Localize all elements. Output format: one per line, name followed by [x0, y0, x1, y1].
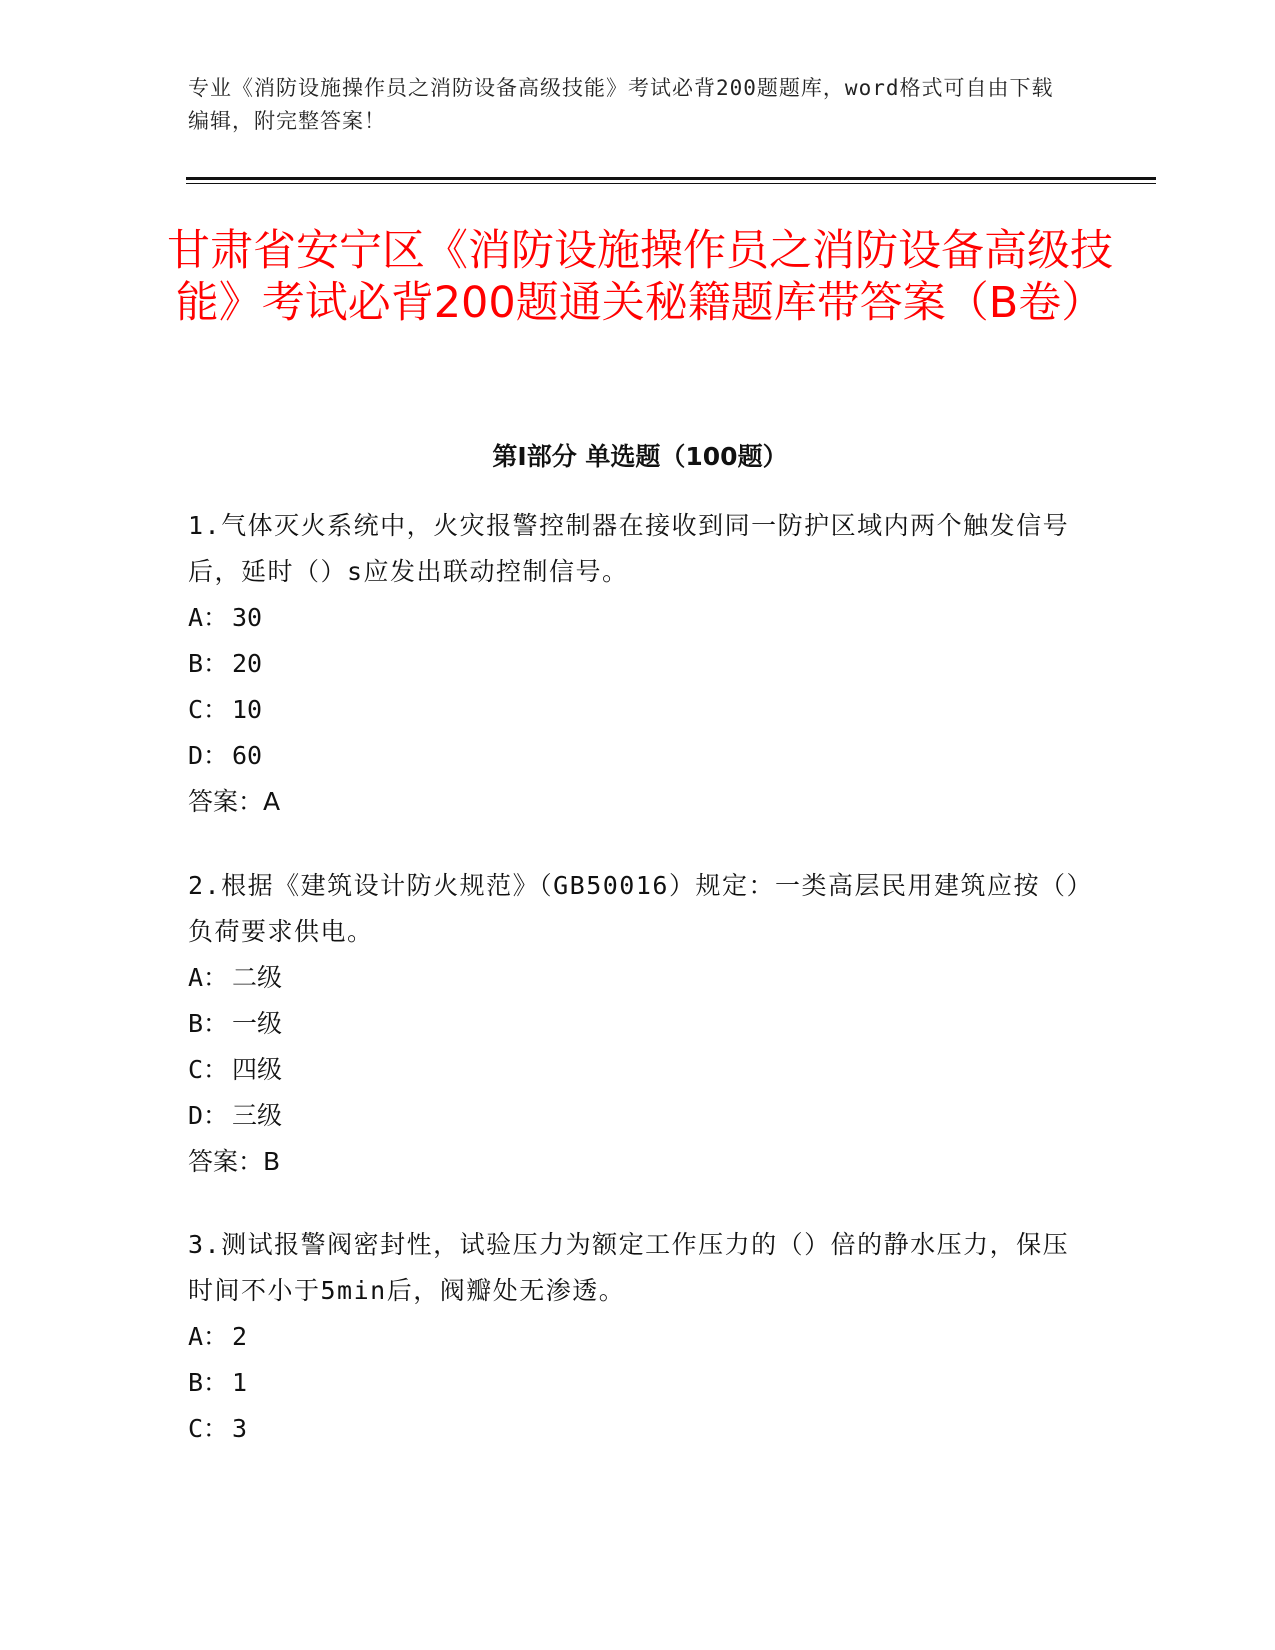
header-divider-thick — [186, 177, 1156, 180]
option-d — [188, 1093, 1088, 1139]
option-b — [188, 1360, 1088, 1406]
section-title: 第I部分 单选题（100题） — [492, 442, 788, 471]
option-key: C： — [188, 1414, 229, 1443]
option-key: A： — [188, 603, 229, 632]
option-text: 1 — [232, 1368, 248, 1397]
option-d — [188, 733, 1088, 779]
question-1 — [188, 503, 1088, 825]
question-3 — [188, 1222, 1088, 1452]
option-text: 四级 — [232, 1055, 283, 1084]
header-divider-thin — [186, 183, 1156, 184]
option-text: 二级 — [232, 963, 283, 992]
option-key: B： — [188, 649, 229, 678]
option-text: 三级 — [232, 1101, 283, 1130]
option-key: B： — [188, 1009, 229, 1038]
option-a — [188, 955, 1088, 1001]
question-stem: 2.根据《建筑设计防火规范》（GB50016）规定：一类高层民用建筑应按（）负荷要求供电。 — [188, 871, 1081, 946]
document-title: 甘肃省安宁区《消防设施操作员之消防设备高级技能》考试必背200题通关秘籍题库带答案（B卷） — [167, 226, 1113, 328]
option-a — [188, 595, 1088, 641]
option-text: 60 — [232, 741, 263, 770]
question-stem: 1.气体灭火系统中，火灾报警控制器在接收到同一防护区域内两个触发信号后，延时（）s应发出联动控制信号。 — [188, 511, 1070, 586]
answer: 答案：A — [188, 787, 281, 816]
option-key: D： — [188, 741, 229, 770]
option-b — [188, 1001, 1088, 1047]
option-key: A： — [188, 963, 229, 992]
option-text: 3 — [232, 1414, 248, 1443]
option-key: A： — [188, 1322, 229, 1351]
option-text: 20 — [232, 649, 263, 678]
answer: 答案：B — [188, 1147, 281, 1176]
option-text: 2 — [232, 1322, 248, 1351]
option-text: 30 — [232, 603, 263, 632]
option-c — [188, 1047, 1088, 1093]
question-stem: 3.测试报警阀密封性，试验压力为额定工作压力的（）倍的静水压力，保压时间不小于5min后，阀瓣处无渗透。 — [188, 1230, 1070, 1305]
option-text: 一级 — [232, 1009, 283, 1038]
header-note: 专业《消防设施操作员之消防设备高级技能》考试必背200题题库，word格式可自由下载编辑，附完整答案！ — [188, 76, 1054, 133]
option-key: C： — [188, 1055, 229, 1084]
option-c — [188, 1406, 1088, 1452]
option-a — [188, 1314, 1088, 1360]
option-key: B： — [188, 1368, 229, 1397]
option-b — [188, 641, 1088, 687]
option-key: C： — [188, 695, 229, 724]
question-2 — [188, 863, 1088, 1185]
option-key: D： — [188, 1101, 229, 1130]
option-c — [188, 687, 1088, 733]
option-text: 10 — [232, 695, 263, 724]
